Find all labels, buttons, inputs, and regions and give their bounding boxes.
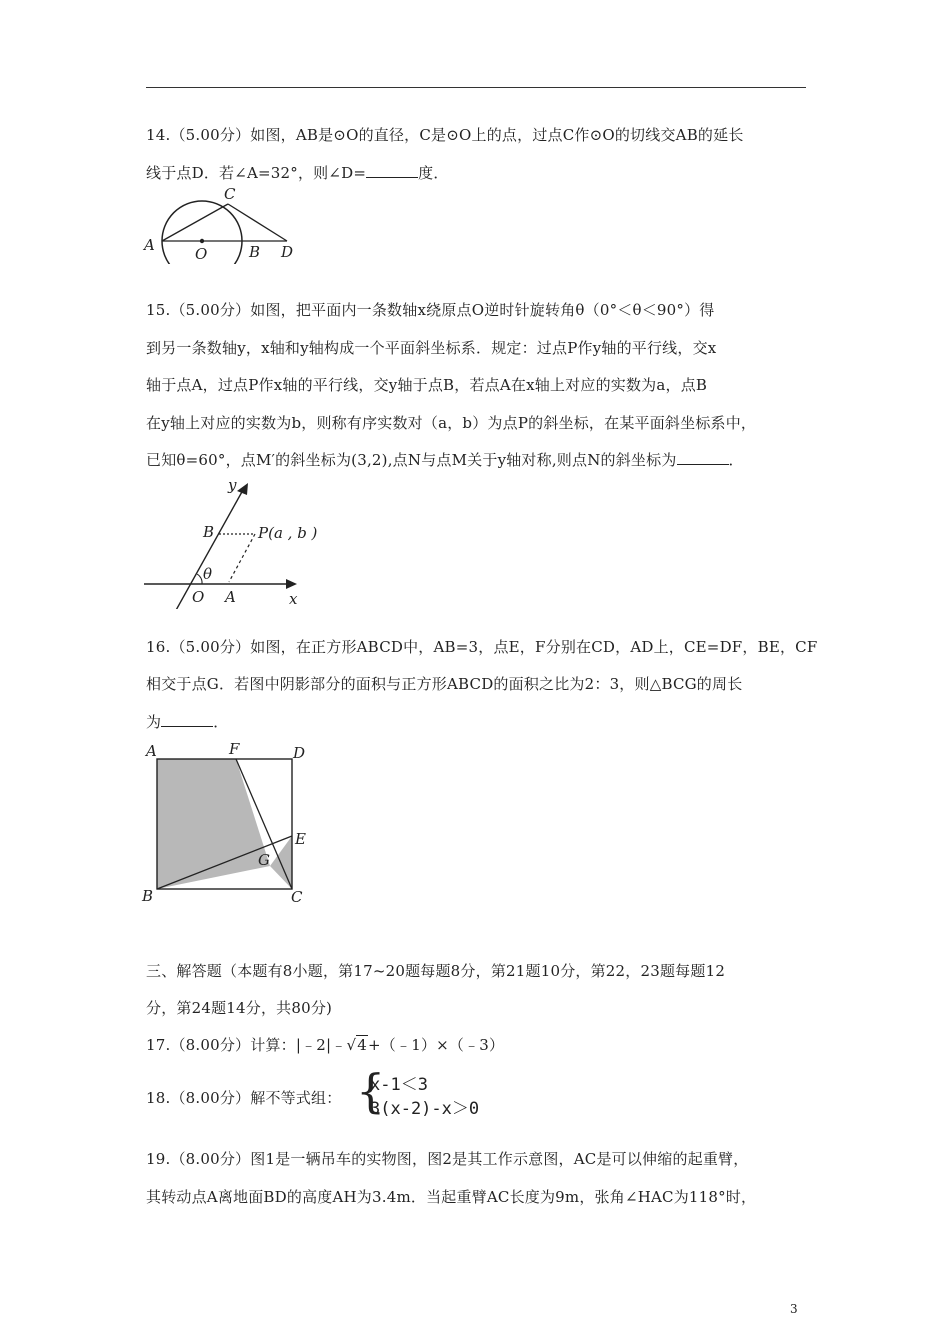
- q18-inequality-2: 3(x-2)-x＞0: [370, 1099, 480, 1119]
- q14-center-dot: [200, 239, 204, 243]
- q15-line-2: 到另一条数轴y，x轴和y轴构成一个平面斜坐标系．规定：过点P作y轴的平行线，交x: [146, 339, 717, 357]
- q15-theta-arc: [197, 574, 202, 584]
- q14-line-1: 14.（5.00分）如图，AB是⊙O的直径，C是⊙O上的点，过点C作⊙O的切线交AB的延长: [146, 126, 744, 144]
- q17-sqrt: √4: [346, 1036, 368, 1054]
- q15-line-5-text: 已知θ=60°，点M′的斜坐标为(3,2),点N与点M关于y轴对称,则点N的斜坐标为: [146, 451, 677, 469]
- q16-answer-blank: [161, 712, 213, 727]
- q16-label-b: B: [142, 887, 154, 905]
- q14-label-b: B: [249, 243, 261, 261]
- q16-shaded-region-abgf: [157, 759, 270, 889]
- q14-line-2-text: 线于点D．若∠A=32°，则∠D=: [146, 164, 367, 182]
- q16-line-3-text: 为: [146, 713, 162, 731]
- q15-label-x: x: [289, 590, 298, 608]
- q16-line-2: 相交于点G．若图中阴影部分的面积与正方形ABCD的面积之比为2：3，则△BCG的周长: [146, 675, 743, 693]
- q18-inequality-1: x-1＜3: [370, 1075, 428, 1095]
- q14-label-a: A: [144, 236, 155, 254]
- q15-answer-blank: [677, 450, 729, 465]
- q14-label-o: O: [195, 245, 208, 263]
- header-rule: [146, 87, 806, 88]
- q15-line-5-end: ．: [728, 451, 744, 469]
- q15-label-p: P(a , b ): [258, 524, 318, 542]
- q19-line-2: 其转动点A离地面BD的高度AH为3.4m．当起重臂AC长度为9m，张角∠HAC为118°时，: [146, 1188, 757, 1206]
- q14-line-2: [146, 162, 449, 183]
- q16-line-1: 16.（5.00分）如图，在正方形ABCD中，AB=3，点E，F分别在CD，AD上，CE=DF，BE，CF: [146, 638, 818, 656]
- q16-label-e: E: [295, 830, 306, 848]
- q16-label-d: D: [293, 744, 306, 762]
- q14-line-2-end: 度．: [418, 164, 449, 182]
- q14-answer-blank: [366, 163, 418, 178]
- q17-text-end: +（﹣1）×（﹣3）: [368, 1036, 505, 1054]
- q16-line-3-end: ．: [213, 713, 229, 731]
- q16-line-3: [146, 711, 228, 732]
- q15-dashed-pa: [229, 534, 255, 582]
- q15-line-5: [146, 449, 744, 470]
- section-3-line-2: 分，第24题14分，共80分): [146, 999, 333, 1017]
- q15-label-theta: θ: [203, 565, 213, 583]
- q15-label-a: A: [225, 588, 236, 606]
- q15-label-b: B: [203, 523, 215, 541]
- q17-line: [146, 1034, 504, 1055]
- section-3-line-1: 三、解答题（本题有8小题，第17~20题每题8分，第21题10分，第22，23题每题12: [146, 962, 726, 980]
- q15-line-3: 轴于点A，过点P作x轴的平行线，交y轴于点B，若点A在x轴上对应的实数为a，点B: [146, 376, 708, 394]
- q15-y-arrow: [237, 483, 248, 495]
- q15-line-4: 在y轴上对应的实数为b，则称有序实数对（a，b）为点P的斜坐标，在某平面斜坐标系中，: [146, 414, 757, 432]
- q14-figure: [140, 184, 300, 264]
- q15-x-arrow: [286, 579, 297, 589]
- q16-label-c: C: [291, 888, 303, 906]
- q14-chord-ac: [162, 204, 228, 241]
- q14-label-c: C: [224, 185, 236, 203]
- q15-label-y: y: [228, 476, 237, 494]
- page-number: 3: [790, 1302, 798, 1316]
- q15-label-o: O: [192, 588, 205, 606]
- q17-radicand: 4: [357, 1036, 368, 1054]
- q14-label-d: D: [281, 243, 294, 261]
- q16-label-a: A: [146, 742, 157, 760]
- q18-line: 18.（8.00分）解不等式组：: [146, 1089, 342, 1107]
- q17-text: 17.（8.00分）计算：|﹣2|﹣: [146, 1036, 347, 1054]
- q18-brace: {: [356, 1064, 386, 1118]
- q15-line-1: 15.（5.00分）如图，把平面内一条数轴x绕原点O逆时针旋转角θ（0°＜θ＜90°）得: [146, 301, 715, 319]
- q16-label-g: G: [258, 851, 270, 869]
- q15-figure: [140, 474, 340, 609]
- q16-figure: [140, 738, 320, 908]
- q16-label-f: F: [229, 740, 240, 758]
- q19-line-1: 19.（8.00分）图1是一辆吊车的实物图，图2是其工作示意图，AC是可以伸缩的起重臂，: [146, 1150, 749, 1168]
